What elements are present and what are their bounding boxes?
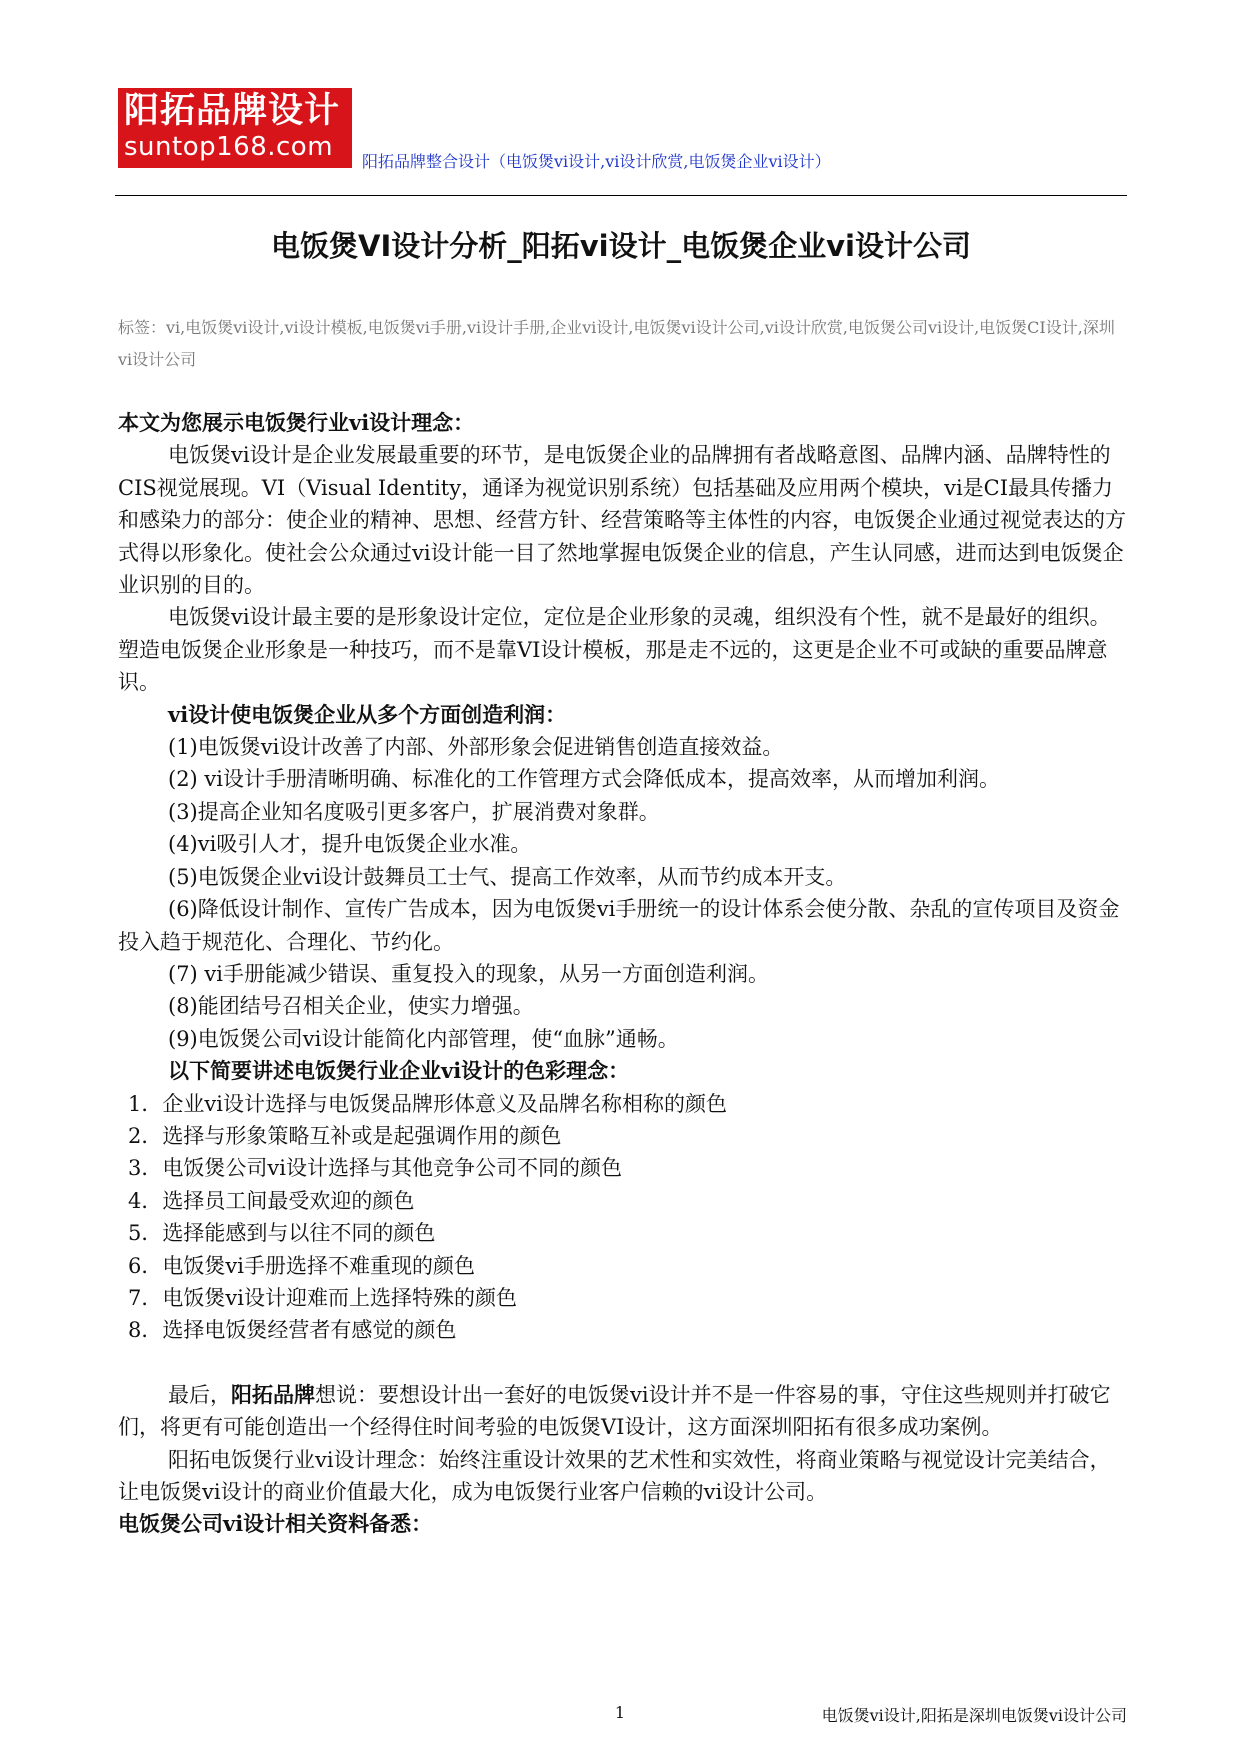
list-item-color: 1．企业vi设计选择与电饭煲品牌形体意义及品牌名称相称的颜色 — [128, 1091, 727, 1116]
paragraph-positioning: 电饭煲vi设计最主要的是形象设计定位，定位是企业形象的灵魂，组织没有个性，就不是最好的组织。塑造电饭煲企业形象是一种技巧，而不是靠VI设计模板，那是走不远的，这更是企业不可或缺的重要品牌意识。 — [118, 605, 1111, 695]
article-body — [118, 407, 1127, 1541]
conclusion-lead: 最后， — [168, 1382, 231, 1407]
heading-resources: 电饭煲公司vi设计相关资料备悉： — [118, 1511, 433, 1537]
header-link[interactable]: 阳拓品牌整合设计（电饭煲vi设计,vi设计欣赏,电饭煲企业vi设计） — [362, 152, 831, 171]
brand-name: 阳拓品牌 — [231, 1381, 315, 1407]
logo-name: 阳拓品牌设计 — [124, 91, 341, 131]
paragraph-conclusion — [118, 1379, 1127, 1444]
header-divider — [115, 195, 1127, 196]
list-item-profit: (9)电饭煲公司vi设计能简化内部管理，使“血脉”通畅。 — [168, 1026, 679, 1051]
brand-logo — [118, 88, 352, 168]
page-number: 1 — [614, 1703, 626, 1722]
heading-intro: 本文为您展示电饭煲行业vi设计理念： — [118, 410, 475, 435]
conclusion-text: 想说：要想设计出一套好的电饭煲vi设计并不是一件容易的事，守住这些规则并打破它们，将更有可能创造出一个经得住时间考验的电饭煲VI设计，这方面深圳阳拓有很多成功案例。 — [118, 1382, 1111, 1440]
list-item-color: 6．电饭煲vi手册选择不难重现的颜色 — [128, 1253, 475, 1278]
list-item-profit: (4)vi吸引人才，提升电饭煲企业水准。 — [168, 832, 532, 857]
heading-profits: vi设计使电饭煲企业从多个方面创造利润： — [168, 701, 567, 727]
footer-text: 电饭煲vi设计,阳拓是深圳电饭煲vi设计公司 — [821, 1706, 1127, 1725]
list-item-profit: (2) vi设计手册清晰明确、标准化的工作管理方式会降低成本，提高效率，从而增加利润。 — [168, 767, 1000, 792]
list-item-color: 7．电饭煲vi设计迎难而上选择特殊的颜色 — [128, 1285, 517, 1310]
paragraph-philosophy: 阳拓电饭煲行业vi设计理念：始终注重设计效果的艺术性和实效性，将商业策略与视觉设计完美结合，让电饭煲vi设计的商业价值最大化，成为电饭煲行业客户信赖的vi设计公司。 — [118, 1447, 1111, 1504]
list-item-profit: (1)电饭煲vi设计改善了内部、外部形象会促进销售创造直接效益。 — [168, 735, 784, 760]
list-item-profit: (3)提高企业知名度吸引更多客户，扩展消费对象群。 — [168, 799, 660, 824]
list-item-color: 5．选择能感到与以往不同的颜色 — [128, 1221, 436, 1246]
list-item-color: 4．选择员工间最受欢迎的颜色 — [128, 1188, 415, 1213]
spacer — [118, 1347, 1127, 1379]
list-item-color: 8．选择电饭煲经营者有感觉的颜色 — [128, 1318, 457, 1343]
heading-colors: 以下简要讲述电饭煲行业企业vi设计的色彩理念： — [168, 1058, 630, 1084]
list-item-color: 3．电饭煲公司vi设计选择与其他竞争公司不同的颜色 — [128, 1156, 622, 1181]
logo-domain: suntop168.com — [124, 132, 334, 162]
list-item-profit: (6)降低设计制作、宣传广告成本，因为电饭煲vi手册统一的设计体系会使分散、杂乱的宣传项目及资金投入趋于规范化、合理化、节约化。 — [118, 897, 1120, 954]
list-item-profit: (8)能团结号召相关企业，使实力增强。 — [168, 994, 534, 1019]
tags-line: 标签：vi,电饭煲vi设计,vi设计模板,电饭煲vi手册,vi设计手册,企业vi设计,电饭煲vi设计公司,vi设计欣赏,电饭煲公司vi设计,电饭煲CI设计,深圳vi设计公司 — [118, 318, 1115, 369]
list-item-profit: (7) vi手册能减少错误、重复投入的现象，从另一方面创造利润。 — [168, 961, 769, 986]
list-item-profit: (5)电饭煲企业vi设计鼓舞员工士气、提高工作效率，从而节约成本开支。 — [168, 864, 847, 889]
page-title: 电饭煲VI设计分析_阳拓vi设计_电饭煲企业vi设计公司 — [271, 229, 971, 263]
list-item-color: 2．选择与形象策略互补或是起强调作用的颜色 — [128, 1123, 562, 1148]
paragraph-intro: 电饭煲vi设计是企业发展最重要的环节，是电饭煲企业的品牌拥有者战略意图、品牌内涵、品牌特性的CIS视觉展现。VI（Visual Identity，通译为视觉识别系统）包括基础及应用两个模块，vi是CI最具传播力和感染力的部分：使企业的精神、思想、经营方针、经营策略等主体性的内容，电饭煲企业通过视觉表达的方式得以形象化。使社会公众通过vi设计能一目了然地掌握电饭煲企业的信息，产生认同感，进而达到电饭煲企业识别的目的。 — [118, 443, 1126, 598]
